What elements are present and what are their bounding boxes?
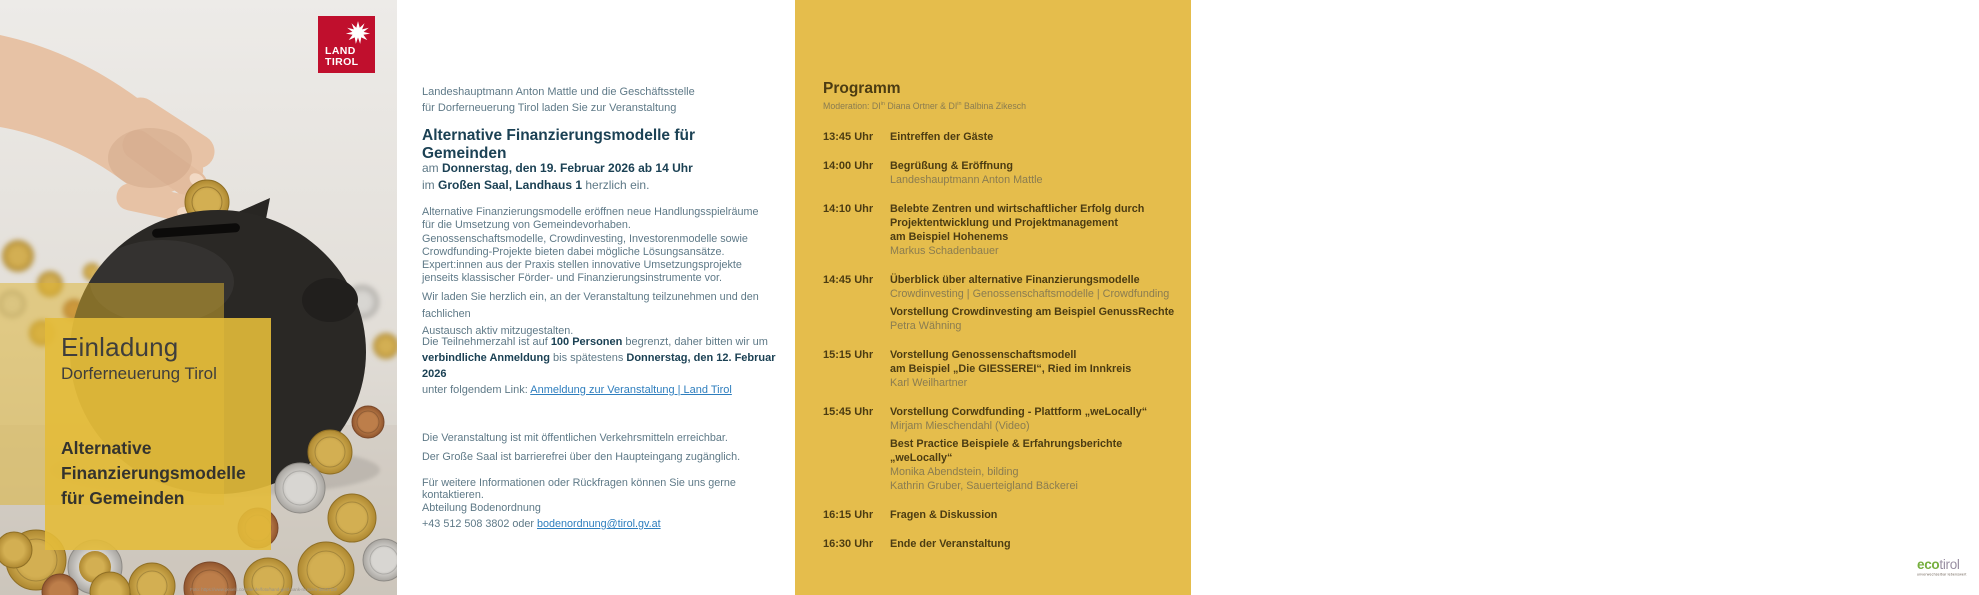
program-item-title: Vorstellung Genossenschaftsmodell xyxy=(890,349,1077,361)
bold-text: Donnerstag, den 12. Februar 2026 xyxy=(422,352,776,380)
title-overlay xyxy=(45,318,271,550)
program-entry xyxy=(890,273,1187,333)
text-line: Der Große Saal ist barrierefrei über den Haupteingang zugänglich. xyxy=(422,450,741,463)
email-link[interactable]: bodenordnung@tirol.gv.at xyxy=(536,518,661,530)
program-item-title: am Beispiel Hohenems xyxy=(890,231,1009,243)
text-line: Alternative Finanzierungsmodelle eröffnen neue Handlungsspielräume xyxy=(422,206,759,218)
text: Abteilung Bodenordnung xyxy=(422,502,541,514)
program-row xyxy=(823,508,1189,522)
program-item-speaker: Kathrin Gruber, Sauerteigland Bäckerei xyxy=(890,480,1078,492)
accessibility-info xyxy=(422,429,782,466)
program-item-title: Belebte Zentren und wirtschaftlicher Erfolg durch xyxy=(890,203,1145,215)
program-item-title: Projektentwicklung und Projektmanagement xyxy=(890,217,1118,229)
text: begrenzt, daher bitten wir um xyxy=(622,336,768,348)
program-entry xyxy=(890,130,1187,144)
text-line xyxy=(422,160,782,177)
program-item-speaker: Markus Schadenbauer xyxy=(890,245,999,257)
text-line: Die Veranstaltung ist mit öffentlichen Verkehrsmitteln erreichbar. xyxy=(422,432,728,444)
text-line: Austausch aktiv mitzugestalten. xyxy=(422,325,574,337)
program-time: 14:10 Uhr xyxy=(823,203,874,215)
text-line: Alternative xyxy=(61,438,152,458)
program-entry xyxy=(890,405,1187,493)
text-line xyxy=(422,334,782,350)
event-date-location xyxy=(422,160,782,194)
contact-details xyxy=(422,500,782,532)
program-item-speaker: Crowdinvesting | Genossenschaftsmodelle | Crowdfunding xyxy=(890,288,1170,300)
text: unter folgendem Link: xyxy=(422,384,531,396)
registration-info xyxy=(422,334,782,398)
ecotirol-tagline: unverwechselbar lebenswert xyxy=(1917,573,1967,577)
program-entry xyxy=(890,537,1187,551)
program-item-title: Begrüßung & Eröffnung xyxy=(890,160,1013,172)
program-time: 13:45 Uhr xyxy=(823,131,874,143)
program-time: 15:15 Uhr xyxy=(823,349,874,361)
program-time: 15:45 Uhr xyxy=(823,406,874,418)
program-entry xyxy=(890,348,1187,390)
bold-text: Großen Saal, Landhaus 1 xyxy=(438,178,583,192)
text: in xyxy=(880,101,885,108)
text-line: für die Umsetzung von Gemeindevorhaben. xyxy=(422,219,631,232)
program-title: Programm xyxy=(823,80,901,97)
text-line: Finanzierungsmodelle xyxy=(61,463,246,483)
text-line xyxy=(422,177,782,194)
bold-text: verbindliche Anmeldung xyxy=(422,352,550,364)
text: herzlich ein. xyxy=(582,178,650,192)
program-time: 14:00 Uhr xyxy=(823,160,874,172)
program-item-speaker: Karl Weilhartner xyxy=(890,377,968,389)
text-line xyxy=(422,350,782,382)
program-item-speaker: Petra Wähning xyxy=(890,320,962,332)
program-row xyxy=(823,159,1189,187)
text-line xyxy=(422,516,782,532)
invite-text xyxy=(422,289,782,340)
text-line: Crowdfunding-Projekte bieten dabei mögliche Lösungsansätze. xyxy=(422,245,725,258)
program-row xyxy=(823,202,1189,258)
program-row xyxy=(823,348,1189,390)
text-line: für Gemeinden xyxy=(61,488,185,508)
text: Moderation: DI xyxy=(823,101,881,111)
program-item-speaker: Monika Abendstein, bilding xyxy=(890,466,1019,478)
bold-text: 100 Personen xyxy=(550,336,623,348)
text-line: Wir laden Sie herzlich ein, an der Veranstaltung teilzunehmen und den fachlichen xyxy=(422,291,759,320)
program-item-title: Überblick über alternative Finanzierungsmodelle xyxy=(890,274,1140,286)
ecotirol-tirol-text: tirol xyxy=(1939,557,1960,572)
text-line: für Dorferneuerung Tirol laden Sie zur Veranstaltung xyxy=(422,102,677,114)
overlay-subheading: Dorferneuerung Tirol xyxy=(61,364,217,383)
program-row xyxy=(823,405,1189,493)
event-title: Alternative Finanzierungsmodelle für Gemeinden xyxy=(422,127,696,162)
program-item-title: Fragen & Diskussion xyxy=(890,509,998,521)
tirol-eagle-icon xyxy=(345,20,371,46)
text-line: Expert:innen aus der Praxis stellen innovative Umsetzungsprojekte xyxy=(422,259,742,272)
photo-credit: Foto: https://www.pexels.com/de-de/foto/hand-geld-bank-munzen-3943723/ xyxy=(190,587,337,592)
program-item-title: Best Practice Beispiele & Erfahrungsberichte „weLocally“ xyxy=(890,438,1123,464)
land-tirol-logo xyxy=(318,16,375,73)
text-line: Genossenschaftsmodelle, Crowdinvesting, Investorenmodelle sowie xyxy=(422,232,748,245)
text-line: jenseits klassischer Förder- und Finanzierungsinstrumente vor. xyxy=(422,272,723,285)
text: in xyxy=(957,101,962,108)
program-time: 16:30 Uhr xyxy=(823,538,874,550)
program-entry xyxy=(890,202,1187,258)
program-entry xyxy=(890,508,1187,522)
overlay-heading: Einladung xyxy=(61,332,179,362)
text: bis spätestens xyxy=(549,352,627,364)
registration-link[interactable]: Anmeldung zur Veranstaltung | Land Tirol xyxy=(530,384,732,396)
contact-intro: Für weitere Informationen oder Rückfragen können Sie uns gerne kontaktieren. xyxy=(422,477,736,501)
program-rows xyxy=(823,130,1189,566)
program-entry xyxy=(890,159,1187,187)
program-row xyxy=(823,537,1189,551)
intro-text xyxy=(422,84,782,116)
event-description xyxy=(422,206,782,286)
text-line xyxy=(422,500,782,516)
program-panel xyxy=(795,0,1967,595)
text: Balbina Zikesch xyxy=(961,101,1027,111)
overlay-title xyxy=(61,436,246,511)
program-item-speaker: Landeshauptmann Anton Mattle xyxy=(890,174,1043,186)
program-item-speaker: Mirjam Mieschendahl (Video) xyxy=(890,420,1030,432)
moderation-line xyxy=(823,101,1026,111)
invitation-panel xyxy=(397,0,795,595)
ecotirol-logo xyxy=(1917,556,1979,580)
land-tirol-wordmark: LAND TIROL xyxy=(325,45,359,68)
text-line xyxy=(422,382,782,398)
program-item-title: Vorstellung Corwdfunding - Plattform „weLocally“ xyxy=(890,406,1148,418)
text: am xyxy=(422,161,443,175)
text: im xyxy=(422,178,438,192)
program-item-title: Vorstellung Crowdinvesting am Beispiel GenussRechte xyxy=(890,306,1175,318)
ecotirol-eco-text: eco xyxy=(1917,557,1940,572)
program-item-title: am Beispiel „Die GIESSEREI“, Ried im Innkreis xyxy=(890,363,1132,375)
text: +43 512 508 3802 oder xyxy=(422,518,537,530)
text: Die Teilnehmerzahl ist auf xyxy=(422,336,551,348)
program-time: 14:45 Uhr xyxy=(823,274,874,286)
text-line: Landeshauptmann Anton Mattle und die Geschäftsstelle xyxy=(422,86,695,98)
bold-text: Donnerstag, den 19. Februar 2026 ab 14 Uhr xyxy=(442,161,693,175)
photo-panel xyxy=(0,0,397,595)
program-time: 16:15 Uhr xyxy=(823,509,874,521)
program-row xyxy=(823,273,1189,333)
program-row xyxy=(823,130,1189,144)
program-item-title: Ende der Veranstaltung xyxy=(890,538,1011,550)
program-item-title: Eintreffen der Gäste xyxy=(890,131,994,143)
text: Diana Ortner & DI xyxy=(884,101,958,111)
